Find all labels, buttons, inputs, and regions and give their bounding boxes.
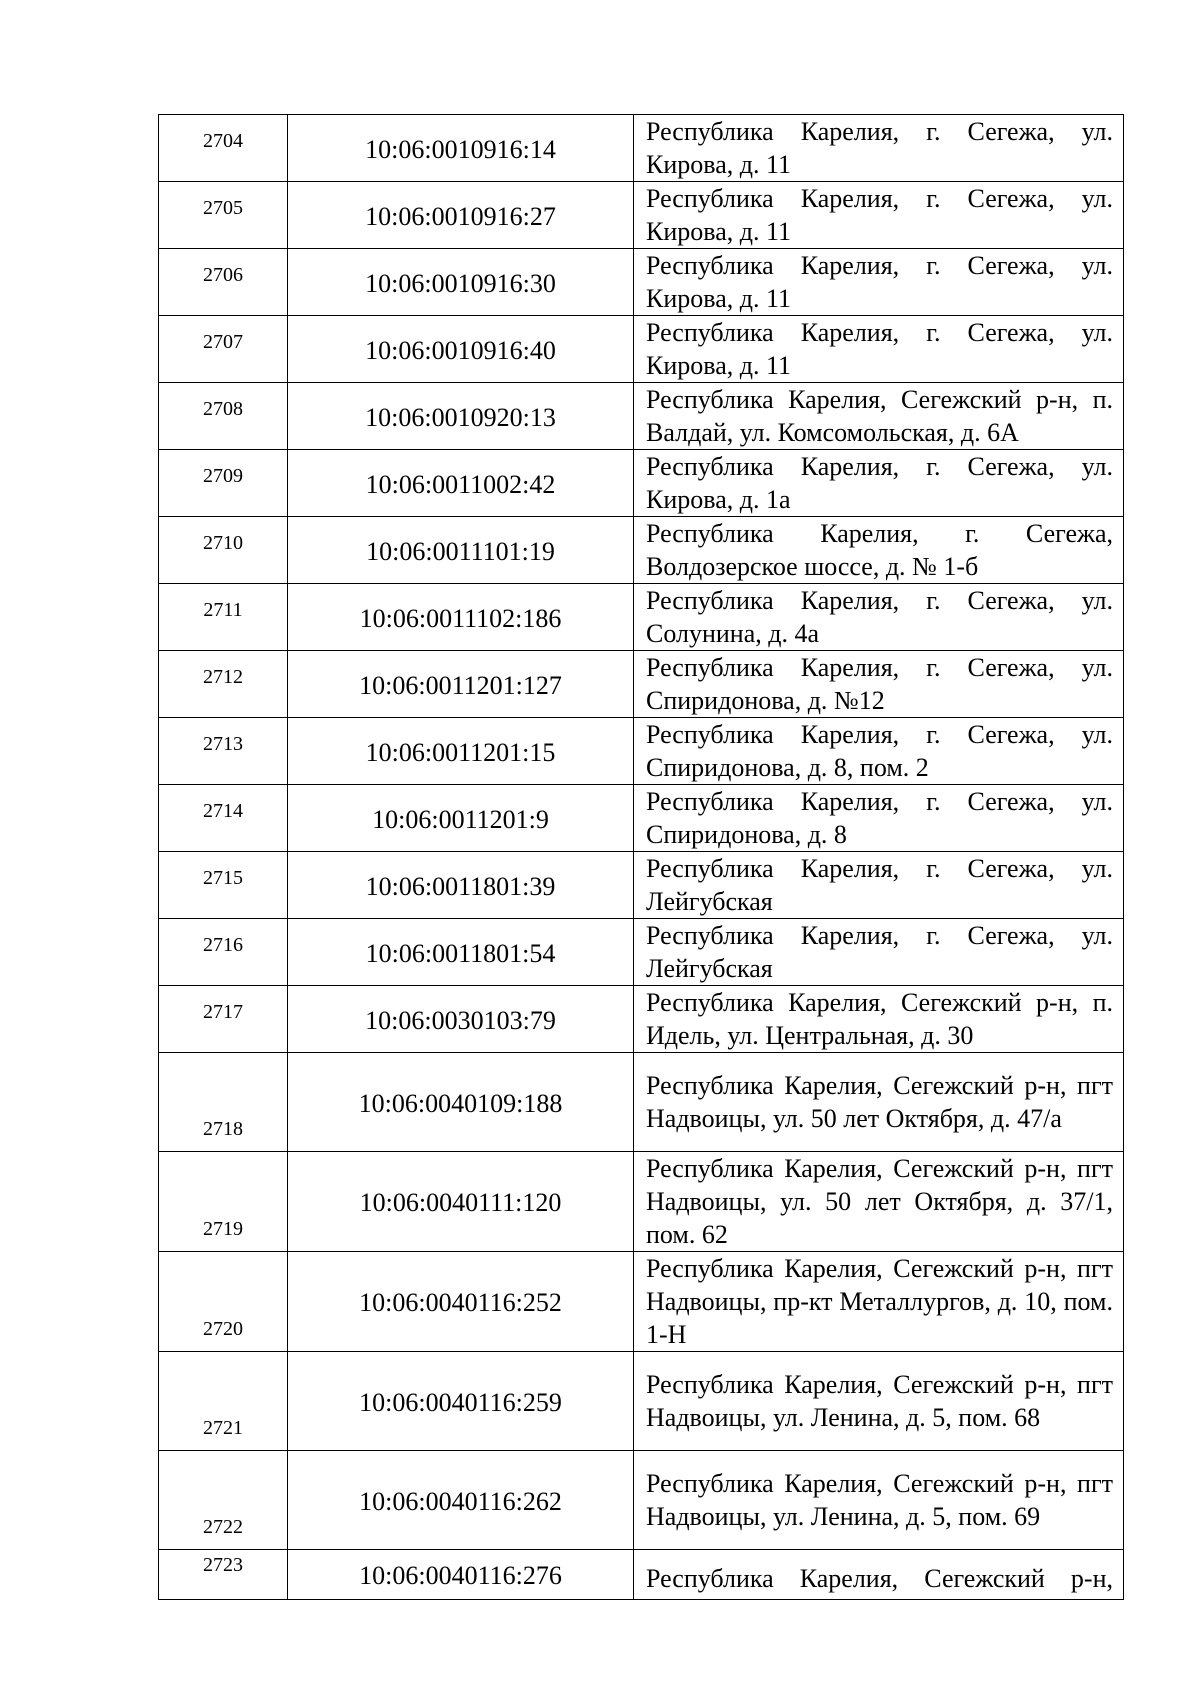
cadastral-number: 10:06:0011801:39 [288,852,634,919]
address: Республика Карелия, г. Сегежа, ул. Спиридонова, д. №12 [634,651,1124,718]
table-row [159,718,1124,785]
row-number: 2711 [159,584,288,651]
address: Республика Карелия, Сегежский р-н, пгт Надвоицы, пр-кт Металлургов, д. 10, пом. 1-Н [634,1252,1124,1352]
row-number: 2719 [159,1152,288,1252]
address: Республика Карелия, Сегежский р-н, пгт Надвоицы, ул. Ленина, д. 5, пом. 69 [634,1451,1124,1550]
row-number: 2714 [159,785,288,852]
cadastral-number: 10:06:0040111:120 [288,1152,634,1252]
table-row [159,785,1124,852]
cadastral-number: 10:06:0010916:40 [288,316,634,383]
table-row [159,1252,1124,1352]
cadastral-number: 10:06:0011801:54 [288,919,634,986]
address: Республика Карелия, г. Сегежа, ул. Кирова, д. 1а [634,450,1124,517]
cadastral-number: 10:06:0010916:14 [288,115,634,182]
table-row [159,115,1124,182]
cadastral-number: 10:06:0040116:252 [288,1252,634,1352]
row-number: 2712 [159,651,288,718]
table-row [159,651,1124,718]
cadastral-number: 10:06:0010916:30 [288,249,634,316]
row-number: 2709 [159,450,288,517]
table-row [159,986,1124,1053]
table-row [159,1053,1124,1152]
table-row [159,1152,1124,1252]
cadastral-number: 10:06:0040116:262 [288,1451,634,1550]
row-number: 2706 [159,249,288,316]
cadastral-number: 10:06:0010920:13 [288,383,634,450]
table-row [159,517,1124,584]
cadastral-number: 10:06:0040116:276 [288,1550,634,1600]
cadastral-number: 10:06:0011002:42 [288,450,634,517]
address: Республика Карелия, Сегежский р-н, пгт Надвоицы, ул. Ленина, д. 5, пом. 68 [634,1352,1124,1451]
address: Республика Карелия, г. Сегежа, ул. Спиридонова, д. 8 [634,785,1124,852]
address: Республика Карелия, г. Сегежа, ул. Спиридонова, д. 8, пом. 2 [634,718,1124,785]
table-row [159,1451,1124,1550]
table-row [159,383,1124,450]
table-row [159,1550,1124,1600]
address: Республика Карелия, Сегежский р-н, п. Валдай, ул. Комсомольская, д. 6А [634,383,1124,450]
row-number: 2717 [159,986,288,1053]
address: Республика Карелия, г. Сегежа, ул. Кирова, д. 11 [634,115,1124,182]
address: Республика Карелия, г. Сегежа, ул. Солунина, д. 4а [634,584,1124,651]
address: Республика Карелия, Сегежский р-н, [634,1550,1124,1600]
cadastral-number: 10:06:0011101:19 [288,517,634,584]
row-number: 2723 [159,1550,288,1600]
row-number: 2720 [159,1252,288,1352]
address: Республика Карелия, Сегежский р-н, п. Идель, ул. Центральная, д. 30 [634,986,1124,1053]
address: Республика Карелия, Сегежский р-н, пгт Надвоицы, ул. 50 лет Октября, д. 37/1, пом. 62 [634,1152,1124,1252]
table-row [159,852,1124,919]
cadastral-number: 10:06:0011201:15 [288,718,634,785]
row-number: 2707 [159,316,288,383]
cadastral-number: 10:06:0030103:79 [288,986,634,1053]
table-row [159,919,1124,986]
address: Республика Карелия, г. Сегежа, ул. Лейгубская [634,852,1124,919]
row-number: 2713 [159,718,288,785]
table-row [159,249,1124,316]
cadastral-number: 10:06:0010916:27 [288,182,634,249]
address: Республика Карелия, г. Сегежа, ул. Кирова, д. 11 [634,249,1124,316]
registry-table [158,114,1124,1600]
row-number: 2704 [159,115,288,182]
table-row [159,316,1124,383]
row-number: 2710 [159,517,288,584]
cadastral-number: 10:06:0011201:9 [288,785,634,852]
table-row [159,450,1124,517]
address: Республика Карелия, г. Сегежа, ул. Кирова, д. 11 [634,316,1124,383]
table-row [159,182,1124,249]
table-row [159,1352,1124,1451]
cadastral-number: 10:06:0011201:127 [288,651,634,718]
address: Республика Карелия, г. Сегежа, ул. Кирова, д. 11 [634,182,1124,249]
cadastral-number: 10:06:0040116:259 [288,1352,634,1451]
address: Республика Карелия, г. Сегежа, ул. Лейгубская [634,919,1124,986]
row-number: 2718 [159,1053,288,1152]
row-number: 2722 [159,1451,288,1550]
row-number: 2715 [159,852,288,919]
row-number: 2705 [159,182,288,249]
table-row [159,584,1124,651]
cadastral-number: 10:06:0040109:188 [288,1053,634,1152]
cadastral-number: 10:06:0011102:186 [288,584,634,651]
row-number: 2721 [159,1352,288,1451]
row-number: 2716 [159,919,288,986]
row-number: 2708 [159,383,288,450]
address: Республика Карелия, г. Сегежа, Волдозерское шоссе, д. № 1-б [634,517,1124,584]
address: Республика Карелия, Сегежский р-н, пгт Надвоицы, ул. 50 лет Октября, д. 47/а [634,1053,1124,1152]
